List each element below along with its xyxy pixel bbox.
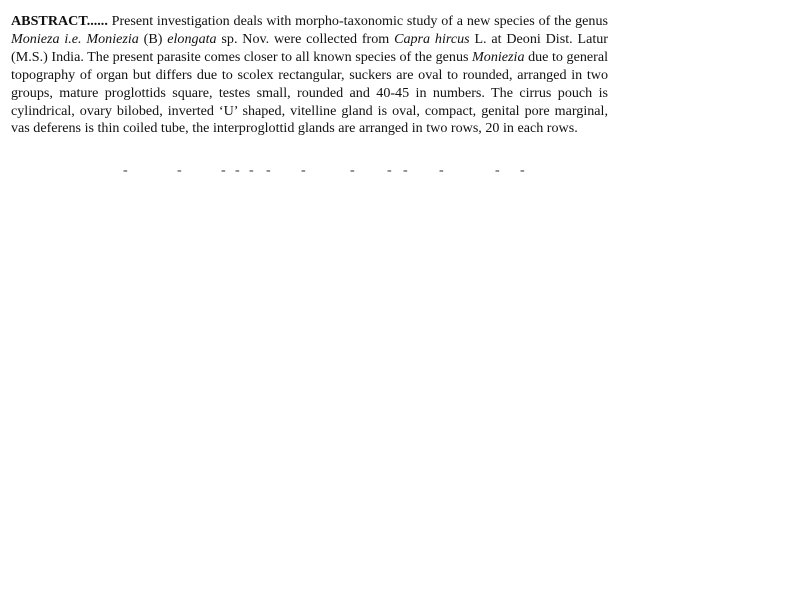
host-name-italic: Capra hircus [394,30,470,47]
abstract-text-2: (B) [138,30,168,47]
species-name-italic: elongata [167,30,217,47]
abstract-text-5: due to general topography of organ but differs due to scolex rectangular, suckers are oval to rounded, arranged in two groups, mature proglottids square, testes small, rounded and 40-45 in numbers. The cirrus pouch is cylindrical, ovary bilobed, inverted ‘U’ shaped, vitelline gland is oval, compact, genital pore marginal, vas deferens is thin coiled tube, the interproglottid glands are arranged in two rows, 20 in each rows. [11,48,608,137]
genus-name-italic-2: Moniezia [472,48,525,65]
abstract-text-4: L. at Deoni Dist. Latur (M.S.) India. The present parasite comes closer to all known species of the genus [11,30,608,65]
cropped-text-line: - - - - - - - - - - - - - [123,162,525,174]
abstract-label: ABSTRACT...... [11,13,108,29]
abstract-text-1: Present investigation deals with morpho-taxonomic study of a new species of the genus [107,13,608,29]
genus-name-italic: Monieza i.e. Moniezia [11,30,139,47]
abstract-paragraph [11,13,608,138]
abstract-text-3: sp. Nov. were collected from [216,30,395,47]
